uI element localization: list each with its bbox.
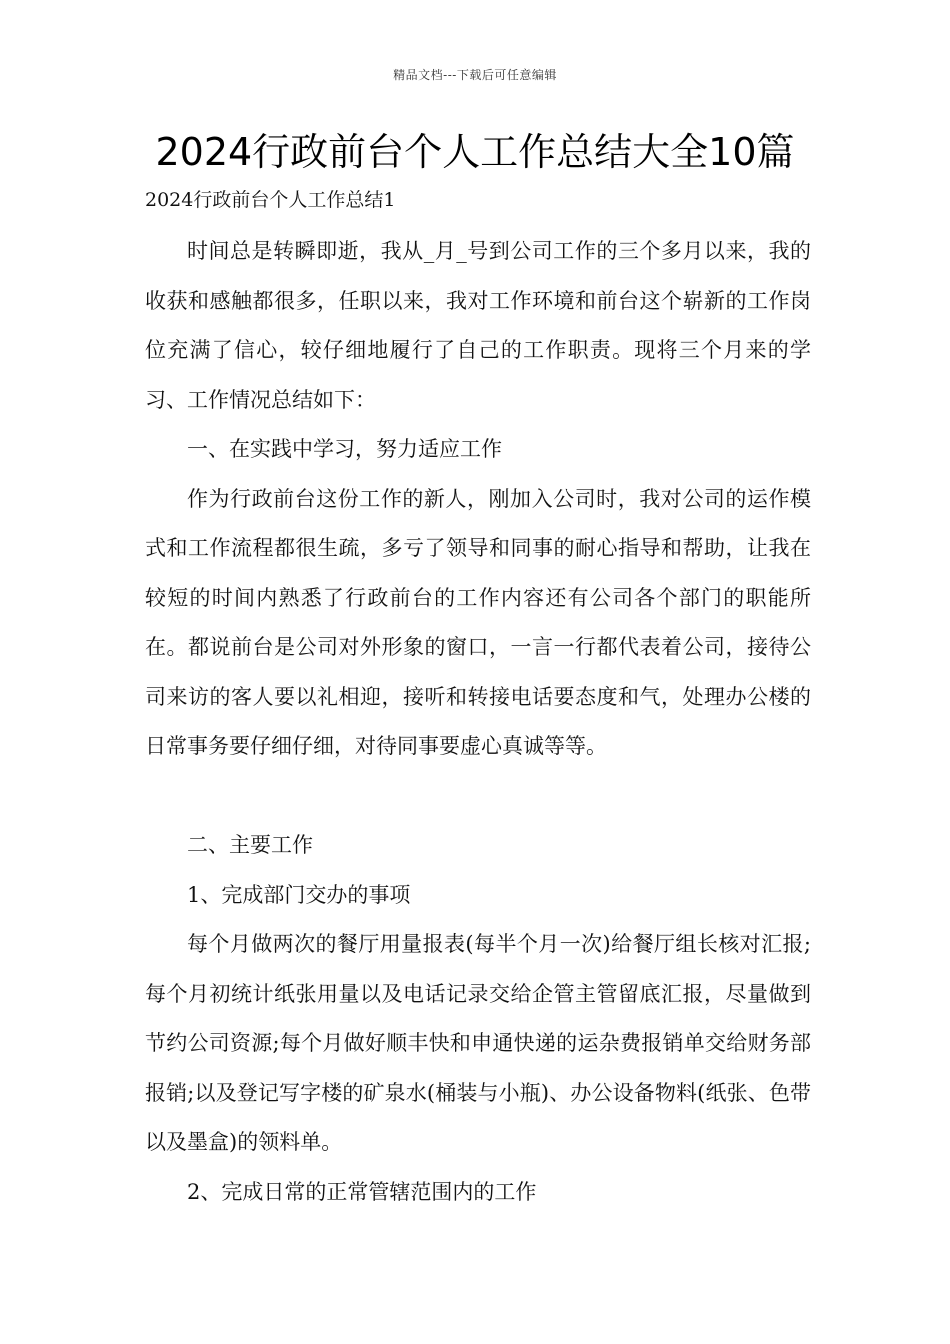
paragraph-item-one: 每个月做两次的餐厅用量报表(每半个月一次)给餐厅组长核对汇报;每个月初统计纸张用量以及电话记录交给企管主管留底汇报，尽量做到节约公司资源;每个月做好顺丰快和申通快递的运杂费报销单交给财务部报销;以及登记写字楼的矿泉水(桶装与小瓶)、办公设备物料(纸张、色带以及墨盒)的领料单。 xyxy=(145,932,811,1154)
heading-section-two: 二、主要工作 xyxy=(187,833,313,857)
document-title: 2024行政前台个人工作总结大全10篇 xyxy=(155,130,795,174)
document-body xyxy=(145,227,811,1217)
section-subtitle: 2024行政前台个人工作总结1 xyxy=(145,189,396,211)
paragraph-intro: 时间总是转瞬即逝，我从_月_号到公司工作的三个多月以来，我的收获和感触都很多，任职以来，我对工作环境和前台这个崭新的工作岗位充满了信心，较仔细地履行了自己的工作职责。现将三个月来的学习、工作情况总结如下： xyxy=(145,239,811,412)
heading-item-two: 2、完成日常的正常管辖范围内的工作 xyxy=(187,1179,537,1204)
header-note: 精品文档---下载后可任意编辑 xyxy=(393,68,557,82)
heading-item-one: 1、完成部门交办的事项 xyxy=(187,882,411,907)
blank-line xyxy=(145,772,811,822)
heading-section-one: 一、在实践中学习，努力适应工作 xyxy=(187,437,502,461)
paragraph-section-one: 作为行政前台这份工作的新人，刚加入公司时，我对公司的运作模式和工作流程都很生疏，多亏了领导和同事的耐心指导和帮助，让我在较短的时间内熟悉了行政前台的工作内容还有公司各个部门的职能所在。都说前台是公司对外形象的窗口，一言一行都代表着公司，接待公司来访的客人要以礼相迎，接听和转接电话要态度和气，处理办公楼的日常事务要仔细仔细，对待同事要虚心真诚等等。 xyxy=(145,486,811,758)
